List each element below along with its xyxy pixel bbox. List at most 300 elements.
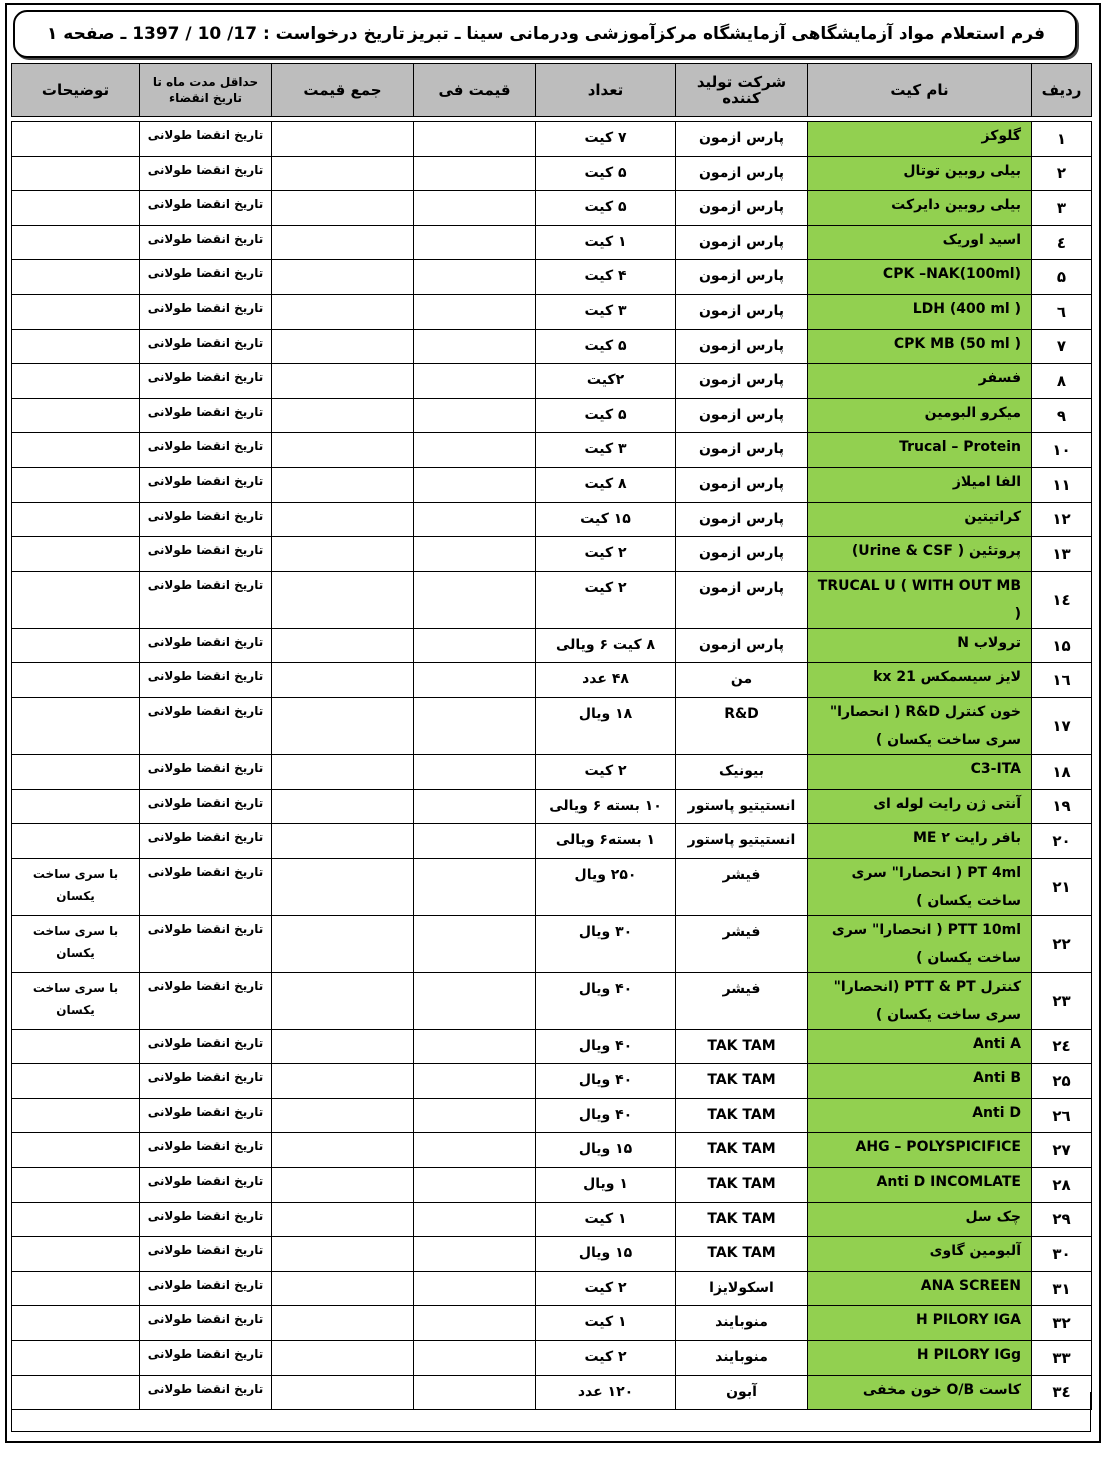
col-header-row: ردیف xyxy=(1032,64,1092,117)
qty-cell: ٢ کیت xyxy=(536,1271,676,1306)
table-row xyxy=(12,191,1092,226)
unit-price-cell xyxy=(414,364,536,399)
table-row xyxy=(12,1029,1092,1064)
expiry-cell: تاریخ انقضا طولانی xyxy=(140,156,272,191)
table-row xyxy=(12,571,1092,628)
form-title: فرم استعلام مواد آزمایشگاهی آزمایشگاه مرکزآموزشی ودرمانی سینا ـ تبریز xyxy=(407,24,1045,44)
kit-name: الفا امیلاز xyxy=(808,467,1032,502)
col-header-name: نام کیت xyxy=(808,64,1032,117)
notes-cell xyxy=(12,502,140,537)
expiry-cell: تاریخ انقضا طولانی xyxy=(140,364,272,399)
expiry-cell: تاریخ انقضا طولانی xyxy=(140,824,272,859)
col-header-expiry: حداقل مدت ماه تا تاریخ انقضاء xyxy=(140,64,272,117)
kit-name: پروتئین ( Urine & CSF) xyxy=(808,537,1032,572)
row-number: ٢ xyxy=(1032,156,1092,191)
kit-name: بافر رایت ٢ ME xyxy=(808,824,1032,859)
kit-name: Anti B xyxy=(808,1064,1032,1099)
unit-price-cell xyxy=(414,260,536,295)
kit-name: خون کنترل R&D ( انحصارا" سری ساخت یکسان ) xyxy=(808,697,1032,754)
kit-name: Anti D INCOMLATE xyxy=(808,1168,1032,1203)
total-cell xyxy=(272,398,414,433)
kit-name: Anti D xyxy=(808,1098,1032,1133)
row-number: ١٩ xyxy=(1032,789,1092,824)
company-cell: منوبایند xyxy=(676,1341,808,1376)
notes-cell: با سری ساخت یکسان xyxy=(12,858,140,915)
row-number: ٢٧ xyxy=(1032,1133,1092,1168)
notes-cell xyxy=(12,537,140,572)
expiry-cell: تاریخ انقضا طولانی xyxy=(140,1098,272,1133)
table-row xyxy=(12,1168,1092,1203)
total-cell xyxy=(272,502,414,537)
qty-cell: ٨ کیت xyxy=(536,467,676,502)
table-row xyxy=(12,915,1092,972)
expiry-cell: تاریخ انقضا طولانی xyxy=(140,858,272,915)
unit-price-cell xyxy=(414,225,536,260)
notes-cell xyxy=(12,824,140,859)
expiry-cell: تاریخ انقضا طولانی xyxy=(140,697,272,754)
form-header xyxy=(13,10,1077,58)
kit-name: کنترل PTT & PT (انحصارا" سری ساخت یکسان ) xyxy=(808,972,1032,1029)
notes-cell xyxy=(12,628,140,663)
qty-cell: ۵ کیت xyxy=(536,398,676,433)
expiry-cell: تاریخ انقضا طولانی xyxy=(140,225,272,260)
notes-cell xyxy=(12,1237,140,1272)
total-cell xyxy=(272,628,414,663)
expiry-cell: تاریخ انقضا طولانی xyxy=(140,1064,272,1099)
company-cell: منوبایند xyxy=(676,1306,808,1341)
row-number: ٣٠ xyxy=(1032,1237,1092,1272)
table-row xyxy=(12,294,1092,329)
expiry-cell: تاریخ انقضا طولانی xyxy=(140,537,272,572)
total-cell xyxy=(272,1341,414,1376)
qty-cell: ١ کیت xyxy=(536,225,676,260)
total-cell xyxy=(272,156,414,191)
table-row xyxy=(12,824,1092,859)
expiry-cell: تاریخ انقضا طولانی xyxy=(140,502,272,537)
row-number: ١٠ xyxy=(1032,433,1092,468)
table-row xyxy=(12,1237,1092,1272)
unit-price-cell xyxy=(414,433,536,468)
unit-price-cell xyxy=(414,122,536,157)
total-cell xyxy=(272,972,414,1029)
company-cell: آبون xyxy=(676,1375,808,1410)
table-row xyxy=(12,1341,1092,1376)
unit-price-cell xyxy=(414,789,536,824)
total-cell xyxy=(272,915,414,972)
row-number: ٩ xyxy=(1032,398,1092,433)
company-cell: TAK TAM xyxy=(676,1237,808,1272)
company-cell: پارس ازمون xyxy=(676,122,808,157)
qty-cell: ١٢٠ عدد xyxy=(536,1375,676,1410)
notes-cell xyxy=(12,663,140,698)
row-number: ١ xyxy=(1032,122,1092,157)
expiry-cell: تاریخ انقضا طولانی xyxy=(140,628,272,663)
kit-name: Trucal – Protein xyxy=(808,433,1032,468)
qty-cell: ۵ کیت xyxy=(536,329,676,364)
expiry-cell: تاریخ انقضا طولانی xyxy=(140,1202,272,1237)
company-cell: TAK TAM xyxy=(676,1064,808,1099)
expiry-cell: تاریخ انقضا طولانی xyxy=(140,663,272,698)
row-number: ٣ xyxy=(1032,191,1092,226)
kit-name: AHG – POLYSPICIFICE xyxy=(808,1133,1032,1168)
col-header-total: جمع قیمت xyxy=(272,64,414,117)
row-number: ١٧ xyxy=(1032,697,1092,754)
col-header-qty: تعداد xyxy=(536,64,676,117)
total-cell xyxy=(272,467,414,502)
table-row xyxy=(12,329,1092,364)
unit-price-cell xyxy=(414,537,536,572)
row-number: ٢٦ xyxy=(1032,1098,1092,1133)
company-cell: من xyxy=(676,663,808,698)
expiry-cell: تاریخ انقضا طولانی xyxy=(140,294,272,329)
notes-cell xyxy=(12,1168,140,1203)
notes-cell xyxy=(12,1133,140,1168)
notes-cell xyxy=(12,156,140,191)
qty-cell: ٣ کیت xyxy=(536,294,676,329)
notes-cell xyxy=(12,1341,140,1376)
total-cell xyxy=(272,1237,414,1272)
unit-price-cell xyxy=(414,571,536,628)
company-cell: پارس ازمون xyxy=(676,433,808,468)
table-row xyxy=(12,398,1092,433)
table-row xyxy=(12,972,1092,1029)
unit-price-cell xyxy=(414,697,536,754)
unit-price-cell xyxy=(414,824,536,859)
unit-price-cell xyxy=(414,1237,536,1272)
unit-price-cell xyxy=(414,156,536,191)
unit-price-cell xyxy=(414,1098,536,1133)
unit-price-cell xyxy=(414,191,536,226)
table-row xyxy=(12,663,1092,698)
kit-name: C3-ITA xyxy=(808,754,1032,789)
unit-price-cell xyxy=(414,1064,536,1099)
total-cell xyxy=(272,571,414,628)
kit-name: CPK –NAK(100ml) xyxy=(808,260,1032,295)
company-cell: پارس ازمون xyxy=(676,571,808,628)
row-number: ٣١ xyxy=(1032,1271,1092,1306)
kit-name: گلوکز xyxy=(808,122,1032,157)
row-number: ٢٩ xyxy=(1032,1202,1092,1237)
unit-price-cell xyxy=(414,1271,536,1306)
company-cell: فیشر xyxy=(676,915,808,972)
company-cell: TAK TAM xyxy=(676,1098,808,1133)
notes-cell xyxy=(12,754,140,789)
table-row xyxy=(12,1202,1092,1237)
expiry-cell: تاریخ انقضا طولانی xyxy=(140,191,272,226)
expiry-cell: تاریخ انقضا طولانی xyxy=(140,467,272,502)
company-cell: TAK TAM xyxy=(676,1202,808,1237)
row-number: ٨ xyxy=(1032,364,1092,399)
row-number: ٧ xyxy=(1032,329,1092,364)
table-row xyxy=(12,364,1092,399)
expiry-cell: تاریخ انقضا طولانی xyxy=(140,571,272,628)
notes-cell xyxy=(12,122,140,157)
total-cell xyxy=(272,789,414,824)
total-cell xyxy=(272,697,414,754)
row-number: ٦ xyxy=(1032,294,1092,329)
row-number: ١٦ xyxy=(1032,663,1092,698)
qty-cell: ۴٨ عدد xyxy=(536,663,676,698)
notes-cell: با سری ساخت یکسان xyxy=(12,972,140,1029)
notes-cell xyxy=(12,1202,140,1237)
kit-name: ANA SCREEN xyxy=(808,1271,1032,1306)
unit-price-cell xyxy=(414,858,536,915)
expiry-cell: تاریخ انقضا طولانی xyxy=(140,754,272,789)
row-number: ٣٤ xyxy=(1032,1375,1092,1410)
kit-name: بیلی روبین توتال xyxy=(808,156,1032,191)
notes-cell xyxy=(12,1029,140,1064)
qty-cell: ٨ کیت ۶ ویالی xyxy=(536,628,676,663)
company-cell: پارس ازمون xyxy=(676,398,808,433)
table-row xyxy=(12,502,1092,537)
total-cell xyxy=(272,122,414,157)
total-cell xyxy=(272,364,414,399)
company-cell: پارس ازمون xyxy=(676,364,808,399)
notes-cell xyxy=(12,433,140,468)
notes-cell xyxy=(12,191,140,226)
expiry-cell: تاریخ انقضا طولانی xyxy=(140,1375,272,1410)
kit-name: فسفر xyxy=(808,364,1032,399)
qty-cell: ۵ کیت xyxy=(536,191,676,226)
total-cell xyxy=(272,1098,414,1133)
notes-cell xyxy=(12,697,140,754)
row-number: ٢١ xyxy=(1032,858,1092,915)
row-number: ٢٤ xyxy=(1032,1029,1092,1064)
company-cell: پارس ازمون xyxy=(676,628,808,663)
qty-cell: ٢ کیت xyxy=(536,571,676,628)
company-cell: پارس ازمون xyxy=(676,467,808,502)
total-cell xyxy=(272,1029,414,1064)
unit-price-cell xyxy=(414,1341,536,1376)
qty-cell: ٢۵٠ ویال xyxy=(536,858,676,915)
expiry-cell: تاریخ انقضا طولانی xyxy=(140,122,272,157)
row-number: ١٣ xyxy=(1032,537,1092,572)
total-cell xyxy=(272,537,414,572)
row-number: ٢٠ xyxy=(1032,824,1092,859)
unit-price-cell xyxy=(414,467,536,502)
kit-name: H PILORY IGg xyxy=(808,1341,1032,1376)
kit-name: اسید اوریک xyxy=(808,225,1032,260)
expiry-cell: تاریخ انقضا طولانی xyxy=(140,1306,272,1341)
row-number: ١۵ xyxy=(1032,628,1092,663)
items-body xyxy=(12,122,1092,1410)
qty-cell: ٢ کیت xyxy=(536,1341,676,1376)
expiry-cell: تاریخ انقضا طولانی xyxy=(140,1237,272,1272)
total-cell xyxy=(272,858,414,915)
notes-cell xyxy=(12,1064,140,1099)
qty-cell: ٣٠ ویال xyxy=(536,915,676,972)
notes-cell xyxy=(12,1271,140,1306)
row-number: ٣٣ xyxy=(1032,1341,1092,1376)
row-number: ٤ xyxy=(1032,225,1092,260)
empty-footer-row xyxy=(11,1392,1091,1432)
qty-cell: ٢کیت xyxy=(536,364,676,399)
unit-price-cell xyxy=(414,754,536,789)
notes-cell xyxy=(12,467,140,502)
request-date: تاریخ درخواست : 17/ 10 / 1397 ـ صفحه ١ xyxy=(47,24,405,44)
total-cell xyxy=(272,754,414,789)
col-header-unit-price: قیمت فی xyxy=(414,64,536,117)
row-number: ١١ xyxy=(1032,467,1092,502)
table-row xyxy=(12,433,1092,468)
kit-name: PTT 10ml ( انحصارا" سری ساخت یکسان ) xyxy=(808,915,1032,972)
row-number: ٢۵ xyxy=(1032,1064,1092,1099)
expiry-cell: تاریخ انقضا طولانی xyxy=(140,1133,272,1168)
row-number: ٢٢ xyxy=(1032,915,1092,972)
kit-name: H PILORY IGA xyxy=(808,1306,1032,1341)
expiry-cell: تاریخ انقضا طولانی xyxy=(140,433,272,468)
table-row xyxy=(12,1133,1092,1168)
qty-cell: ١۵ کیت xyxy=(536,502,676,537)
unit-price-cell xyxy=(414,398,536,433)
kit-name: میکرو البومین xyxy=(808,398,1032,433)
unit-price-cell xyxy=(414,329,536,364)
total-cell xyxy=(272,824,414,859)
expiry-cell: تاریخ انقضا طولانی xyxy=(140,1341,272,1376)
kit-name: کاست O/B خون مخفی xyxy=(808,1375,1032,1410)
unit-price-cell xyxy=(414,628,536,663)
total-cell xyxy=(272,294,414,329)
unit-price-cell xyxy=(414,294,536,329)
row-number: ١٤ xyxy=(1032,571,1092,628)
expiry-cell: تاریخ انقضا طولانی xyxy=(140,1029,272,1064)
notes-cell xyxy=(12,294,140,329)
kit-name: CPK MB (50 ml ) xyxy=(808,329,1032,364)
items-table xyxy=(11,63,1092,1410)
qty-cell: ۴ کیت xyxy=(536,260,676,295)
total-cell xyxy=(272,260,414,295)
company-cell: پارس ازمون xyxy=(676,260,808,295)
kit-name: ترولاب N xyxy=(808,628,1032,663)
notes-cell xyxy=(12,329,140,364)
kit-name: TRUCAL U ( WITH OUT MB ) xyxy=(808,571,1032,628)
company-cell: بیونیک xyxy=(676,754,808,789)
table-row xyxy=(12,789,1092,824)
row-number: ٢٨ xyxy=(1032,1168,1092,1203)
unit-price-cell xyxy=(414,1202,536,1237)
total-cell xyxy=(272,1168,414,1203)
company-cell: انستیتیو پاستور xyxy=(676,789,808,824)
expiry-cell: تاریخ انقضا طولانی xyxy=(140,260,272,295)
kit-name: چک سل xyxy=(808,1202,1032,1237)
kit-name: آلبومین گاوی xyxy=(808,1237,1032,1272)
table-row xyxy=(12,1271,1092,1306)
row-number: ١٨ xyxy=(1032,754,1092,789)
kit-name: LDH (400 ml ) xyxy=(808,294,1032,329)
row-number: ۵ xyxy=(1032,260,1092,295)
unit-price-cell xyxy=(414,972,536,1029)
expiry-cell: تاریخ انقضا طولانی xyxy=(140,1271,272,1306)
company-cell: پارس ازمون xyxy=(676,329,808,364)
col-header-company: شرکت تولید کننده xyxy=(676,64,808,117)
kit-name: کراتیتین xyxy=(808,502,1032,537)
company-cell: TAK TAM xyxy=(676,1029,808,1064)
notes-cell xyxy=(12,364,140,399)
unit-price-cell xyxy=(414,663,536,698)
qty-cell: ١ بسته۶ ویالی xyxy=(536,824,676,859)
expiry-cell: تاریخ انقضا طولانی xyxy=(140,972,272,1029)
kit-name: آنتی ژن رایت لوله ای xyxy=(808,789,1032,824)
table-row xyxy=(12,467,1092,502)
company-cell: پارس ازمون xyxy=(676,294,808,329)
expiry-cell: تاریخ انقضا طولانی xyxy=(140,398,272,433)
table-row xyxy=(12,1098,1092,1133)
qty-cell: ۴٠ ویال xyxy=(536,972,676,1029)
notes-cell xyxy=(12,1098,140,1133)
company-cell: انستیتیو پاستور xyxy=(676,824,808,859)
expiry-cell: تاریخ انقضا طولانی xyxy=(140,329,272,364)
company-cell: پارس ازمون xyxy=(676,502,808,537)
total-cell xyxy=(272,1133,414,1168)
company-cell: پارس ازمون xyxy=(676,225,808,260)
company-cell: TAK TAM xyxy=(676,1168,808,1203)
total-cell xyxy=(272,1271,414,1306)
unit-price-cell xyxy=(414,915,536,972)
qty-cell: ٢ کیت xyxy=(536,754,676,789)
table-row xyxy=(12,628,1092,663)
total-cell xyxy=(272,663,414,698)
qty-cell: ٧ کیت xyxy=(536,122,676,157)
total-cell xyxy=(272,1064,414,1099)
kit-name: PT 4ml ( انحصارا" سری ساخت یکسان ) xyxy=(808,858,1032,915)
qty-cell: ١ کیت xyxy=(536,1202,676,1237)
kit-name: بیلی روبین دایرکت xyxy=(808,191,1032,226)
company-cell: فیشر xyxy=(676,972,808,1029)
company-cell: پارس ازمون xyxy=(676,191,808,226)
qty-cell: ٢ کیت xyxy=(536,537,676,572)
notes-cell: با سری ساخت یکسان xyxy=(12,915,140,972)
table-row xyxy=(12,156,1092,191)
expiry-cell: تاریخ انقضا طولانی xyxy=(140,789,272,824)
expiry-cell: تاریخ انقضا طولانی xyxy=(140,1168,272,1203)
company-cell: TAK TAM xyxy=(676,1133,808,1168)
unit-price-cell xyxy=(414,1168,536,1203)
table-row xyxy=(12,537,1092,572)
qty-cell: ١ کیت xyxy=(536,1306,676,1341)
table-row xyxy=(12,754,1092,789)
notes-cell xyxy=(12,571,140,628)
unit-price-cell xyxy=(414,1306,536,1341)
table-row xyxy=(12,260,1092,295)
expiry-cell: تاریخ انقضا طولانی xyxy=(140,915,272,972)
qty-cell: ١٨ ویال xyxy=(536,697,676,754)
qty-cell: ١۵ ویال xyxy=(536,1133,676,1168)
col-header-notes: توضیحات xyxy=(12,64,140,117)
kit-name: Anti A xyxy=(808,1029,1032,1064)
company-cell: R&D xyxy=(676,697,808,754)
kit-name: لایز سیسمکس kx 21 xyxy=(808,663,1032,698)
row-number: ٢٣ xyxy=(1032,972,1092,1029)
notes-cell xyxy=(12,398,140,433)
notes-cell xyxy=(12,225,140,260)
company-cell: اسکولایزا xyxy=(676,1271,808,1306)
company-cell: فیشر xyxy=(676,858,808,915)
table-row xyxy=(12,858,1092,915)
unit-price-cell xyxy=(414,1133,536,1168)
unit-price-cell xyxy=(414,1029,536,1064)
table-row xyxy=(12,1064,1092,1099)
qty-cell: ١۵ ویال xyxy=(536,1237,676,1272)
qty-cell: ۵ کیت xyxy=(536,156,676,191)
table-row xyxy=(12,1306,1092,1341)
total-cell xyxy=(272,1306,414,1341)
table-header-row xyxy=(12,64,1092,117)
total-cell xyxy=(272,1202,414,1237)
total-cell xyxy=(272,191,414,226)
qty-cell: ۴٠ ویال xyxy=(536,1064,676,1099)
table-row xyxy=(12,122,1092,157)
total-cell xyxy=(272,225,414,260)
